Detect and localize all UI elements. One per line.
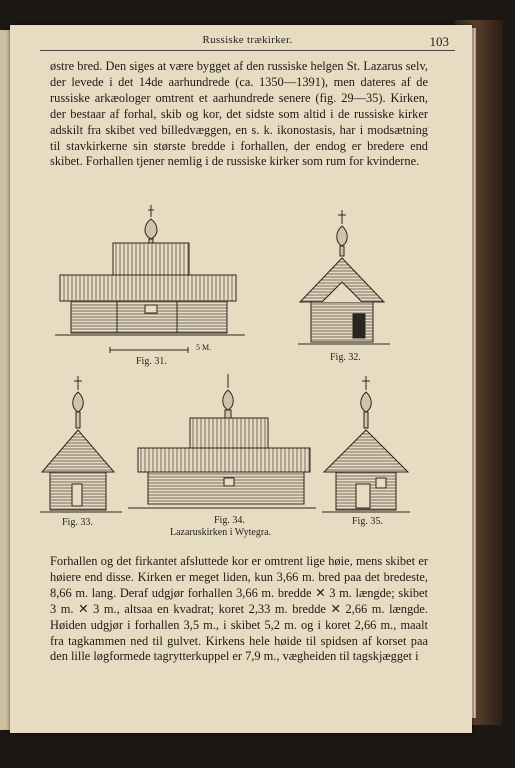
fig-31-scale-bar	[108, 346, 192, 354]
fig-35-rear-elevation	[322, 376, 410, 516]
fig-32-caption: Fig. 32.	[330, 352, 361, 363]
paragraph-top: østre bred. Den siges at være bygget af den russiske helgen St. Lazarus selv, der levede i det 14de aarhundrede (ca. 1350—1391), men dateres af de russiske arkæologer omtrent et aarhundrede senere (fig. 29—35). Kirken, der bestaar af forhal, skib og kor, det sidste som altid i de russiske kirker adskilt fra skibet ved billedvæggen, en s. k. ikonostasis, har i modsætning til stavkirkerne sin største bredde i forhallen, der endog er bredere end skibet. Forhallen tjener nemlig i de russiske kirker som rum for kvinderne.	[50, 59, 428, 169]
fig-31-caption: Fig. 31.	[136, 356, 167, 367]
running-title: Russiske trækirker.	[202, 34, 293, 46]
fig-34-caption: Fig. 34.	[214, 515, 245, 526]
fig-35-caption: Fig. 35.	[352, 516, 383, 527]
fig-34-side-elevation	[128, 374, 316, 516]
page-number: 103	[429, 34, 449, 49]
fig-33-elevation	[40, 376, 122, 516]
fig-32-front-elevation	[298, 210, 390, 348]
fig-31-scale-label: 5 M.	[196, 343, 212, 352]
paragraph-bottom: Forhallen og det firkantet afsluttede kor er omtrent lige høie, mens skibet er høiere end disse. Kirken er meget liden, kun 3,66 m. bred paa det bredeste, 8,66 m. lang. Deraf udgjør forhallen 3,66 m. bredde ✕ 3 m. længde; skibet 3 m. ✕ 3 m., altsaa en kvadrat; koret 2,33 m. bredde ✕ 2,66 m. længde. Høiden udgjør i forhallen 3,5 m., i skibet 5,2 m. og i koret 2,66 m., maalt fra tagkammen ned til gulvet. Kirkens hele høide til spidsen af korset paa den lille løgformede tagrytterkuppel er 7,9 m., vægheiden til tagskjægget i	[50, 554, 428, 664]
fig-34-subcaption: Lazaruskirken i Wytegra.	[170, 527, 272, 538]
running-head	[40, 34, 455, 51]
fig-31-side-elevation	[55, 205, 245, 345]
fig-33-caption: Fig. 33.	[62, 517, 93, 528]
